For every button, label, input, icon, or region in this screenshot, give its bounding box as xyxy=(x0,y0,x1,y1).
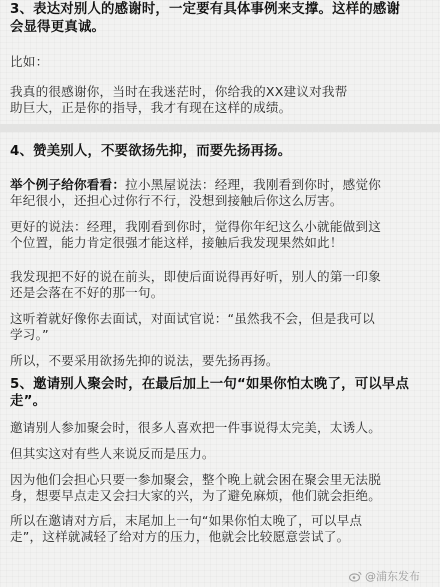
section4-example-line1 xyxy=(10,177,381,193)
section4-title: 4、赞美别人，不要欲扬先抑，而要先扬再扬。 xyxy=(10,144,292,159)
section5-para3-line1: 因为他们会担心只要一参加聚会，整个晚上就会困在聚会里无法脱 xyxy=(10,472,382,487)
watermark xyxy=(349,568,420,584)
section5-title-line2: 走”。 xyxy=(10,394,47,409)
section3-title-line1: 3、表达对别人的感谢时，一定要有具体事例来支撑。这样的感谢 xyxy=(10,2,401,17)
section5-para4-line1: 所以在邀请对方后，末尾加上一句“如果你怕太晚了，可以早点 xyxy=(10,513,363,528)
section5-para3-line2: 身，想要早点走又会扫大家的兴，为了避免麻烦，他们就会拒绝。 xyxy=(10,488,382,503)
watermark-text: @浦东发布 xyxy=(365,570,420,583)
section4-better-line1: 更好的说法：经理，我刚看到你时，觉得你年纪这么小就能做到这 xyxy=(10,219,382,234)
section4-better-line2: 个位置，能力肯定很强才能这样，接触后我发现果然如此！ xyxy=(10,235,343,250)
section4-para2-line2: 学习。” xyxy=(10,327,49,342)
section5-para4-line2: 走”，这样就减轻了给对方的压力，他就会比较愿意尝试了。 xyxy=(10,529,350,544)
section4-example-label: 举个例子给你看看： xyxy=(10,177,126,192)
section5-para1: 邀请别人参加聚会时，很多人喜欢把一件事说得太完美，太诱人。 xyxy=(10,420,382,435)
section3-title-line2: 会显得更真诚。 xyxy=(10,20,106,35)
section3-example-line2: 助巨大，正是你的指导，我才有现在这样的成绩。 xyxy=(10,100,292,115)
section-divider xyxy=(0,124,440,132)
section4-example-line2: 年纪很小，还担心过你行不行，没想到接触后你这么厉害。 xyxy=(10,193,343,208)
section5-para2: 但其实这对有些人来说反而是压力。 xyxy=(10,446,215,461)
weibo-logo-icon xyxy=(349,570,362,582)
section5-title-line1: 5、邀请别人聚会时，在最后加上一句“如果你怕太晚了，可以早点 xyxy=(10,377,410,392)
section3-example-line1: 我真的很感谢你，当时在我迷茫时，你给我的XX建议对我帮 xyxy=(10,84,348,99)
section3-label: 比如： xyxy=(10,54,49,69)
section4-para3: 所以，不要采用欲扬先抑的说法，要先扬再扬。 xyxy=(10,353,279,368)
section4-para1-line1: 我发现把不好的说在前头，即使后面说得再好听，别人的第一印象 xyxy=(10,269,382,284)
section4-example-line1-text: 拉小黑屋说法：经理，我刚看到你时，感觉你 xyxy=(125,177,382,192)
section4-para2-line1: 这听着就好像你去面试，对面试官说：“虽然我不会，但是我可以 xyxy=(10,311,375,326)
section4-para1-line2: 还是会落在不好的那一句。 xyxy=(10,285,164,300)
